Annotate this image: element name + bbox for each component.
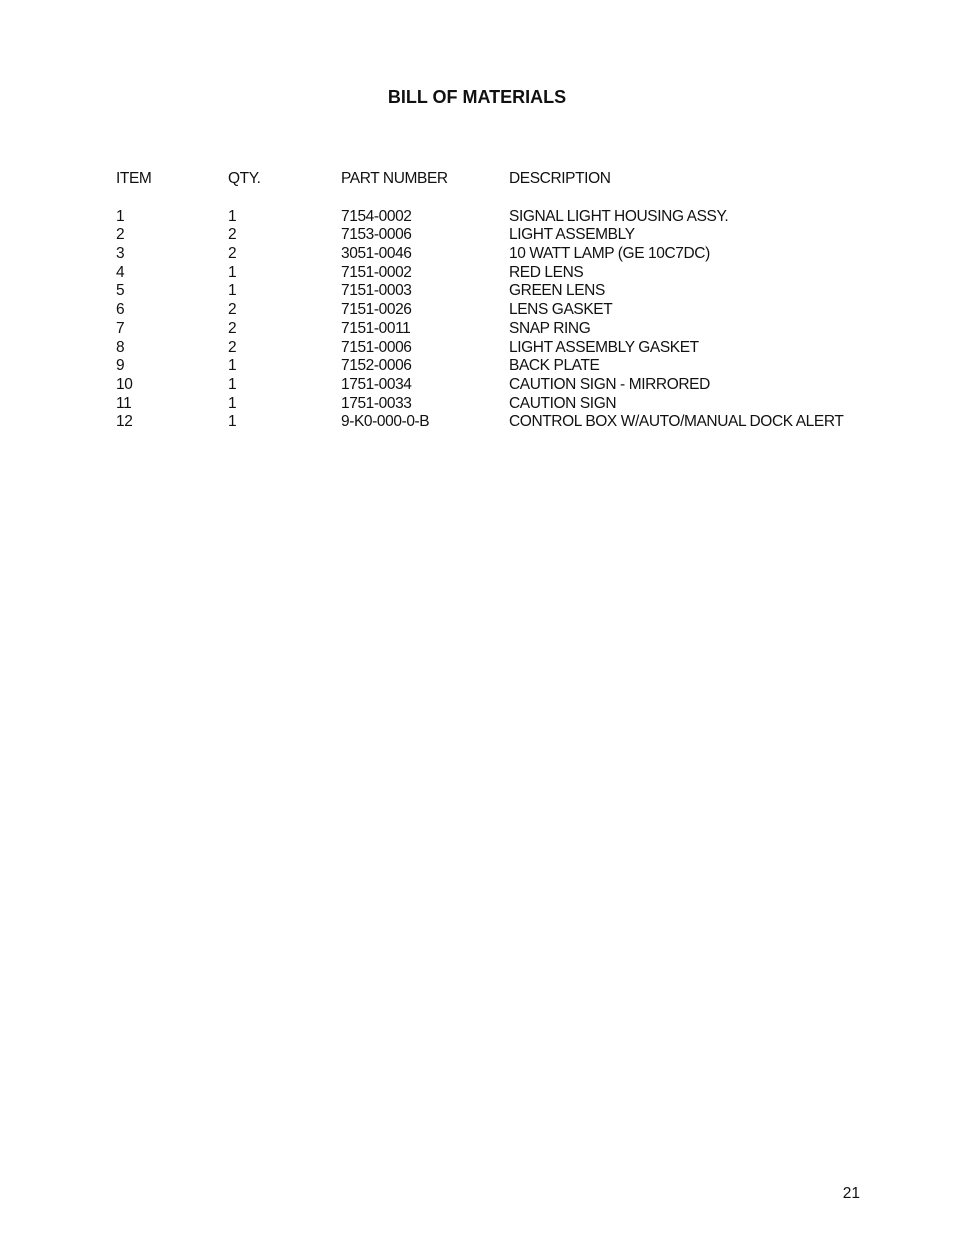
qty-cell: 2 (228, 245, 237, 263)
part-number-cell: 1751-0034 (341, 375, 412, 393)
column-header-qty: QTY. (228, 170, 261, 187)
description-cell: 10 WATT LAMP (GE 10C7DC) (509, 245, 710, 263)
part-number-cell: 9-K0-000-0-B (341, 413, 430, 431)
description-cell: GREEN LENS (509, 282, 605, 300)
part-number-cell: 7151-0003 (341, 282, 412, 300)
description-cell: LENS GASKET (509, 301, 613, 319)
table-row (116, 245, 876, 264)
table-row (116, 264, 876, 283)
description-cell: CAUTION SIGN - MIRRORED (509, 375, 710, 393)
table-row (116, 208, 876, 227)
qty-cell: 2 (228, 319, 237, 337)
item-cell: 2 (116, 226, 125, 244)
item-cell: 8 (116, 338, 125, 356)
item-cell: 3 (116, 245, 125, 263)
item-cell: 11 (116, 394, 132, 412)
table-row (116, 301, 876, 320)
item-cell: 10 (116, 375, 133, 393)
page-number: 21 (842, 1185, 860, 1202)
description-cell: RED LENS (509, 263, 584, 281)
table-row (116, 413, 876, 432)
part-number-cell: 7151-0011 (341, 319, 411, 337)
qty-cell: 2 (228, 338, 237, 356)
part-number-cell: 7153-0006 (341, 226, 412, 244)
part-number-cell: 7151-0002 (341, 263, 412, 281)
table-row (116, 226, 876, 245)
qty-cell: 1 (228, 394, 237, 412)
qty-cell: 1 (228, 413, 237, 431)
table-row (116, 339, 876, 358)
item-cell: 6 (116, 301, 125, 319)
table-row (116, 395, 876, 414)
part-number-cell: 7151-0026 (341, 301, 412, 319)
table-row (116, 320, 876, 339)
part-number-cell: 3051-0046 (341, 245, 412, 263)
qty-cell: 1 (228, 207, 237, 225)
column-header-item: ITEM (116, 170, 152, 187)
qty-cell: 1 (228, 357, 237, 375)
table-header-row (116, 170, 876, 189)
description-cell: SIGNAL LIGHT HOUSING ASSY. (509, 207, 729, 225)
column-header-part-number: PART NUMBER (341, 170, 448, 187)
description-cell: CAUTION SIGN (509, 394, 617, 412)
table-row (116, 282, 876, 301)
qty-cell: 2 (228, 301, 237, 319)
qty-cell: 2 (228, 226, 237, 244)
item-cell: 5 (116, 282, 125, 300)
column-header-description: DESCRIPTION (509, 170, 611, 187)
page-title: BILL OF MATERIALS (387, 87, 567, 107)
description-cell: BACK PLATE (509, 357, 600, 375)
item-cell: 12 (116, 413, 133, 431)
qty-cell: 1 (228, 375, 237, 393)
table-row (116, 357, 876, 376)
description-cell: CONTROL BOX W/AUTO/MANUAL DOCK ALERT (509, 413, 844, 431)
item-cell: 7 (116, 319, 125, 337)
item-cell: 4 (116, 263, 125, 281)
part-number-cell: 7152-0006 (341, 357, 412, 375)
description-cell: LIGHT ASSEMBLY (509, 226, 635, 244)
item-cell: 1 (116, 207, 125, 225)
part-number-cell: 7154-0002 (341, 207, 412, 225)
description-cell: SNAP RING (509, 319, 591, 337)
qty-cell: 1 (228, 282, 237, 300)
bill-of-materials-table (116, 170, 876, 432)
qty-cell: 1 (228, 263, 237, 281)
description-cell: LIGHT ASSEMBLY GASKET (509, 338, 699, 356)
part-number-cell: 1751-0033 (341, 394, 412, 412)
item-cell: 9 (116, 357, 125, 375)
part-number-cell: 7151-0006 (341, 338, 412, 356)
table-row (116, 376, 876, 395)
